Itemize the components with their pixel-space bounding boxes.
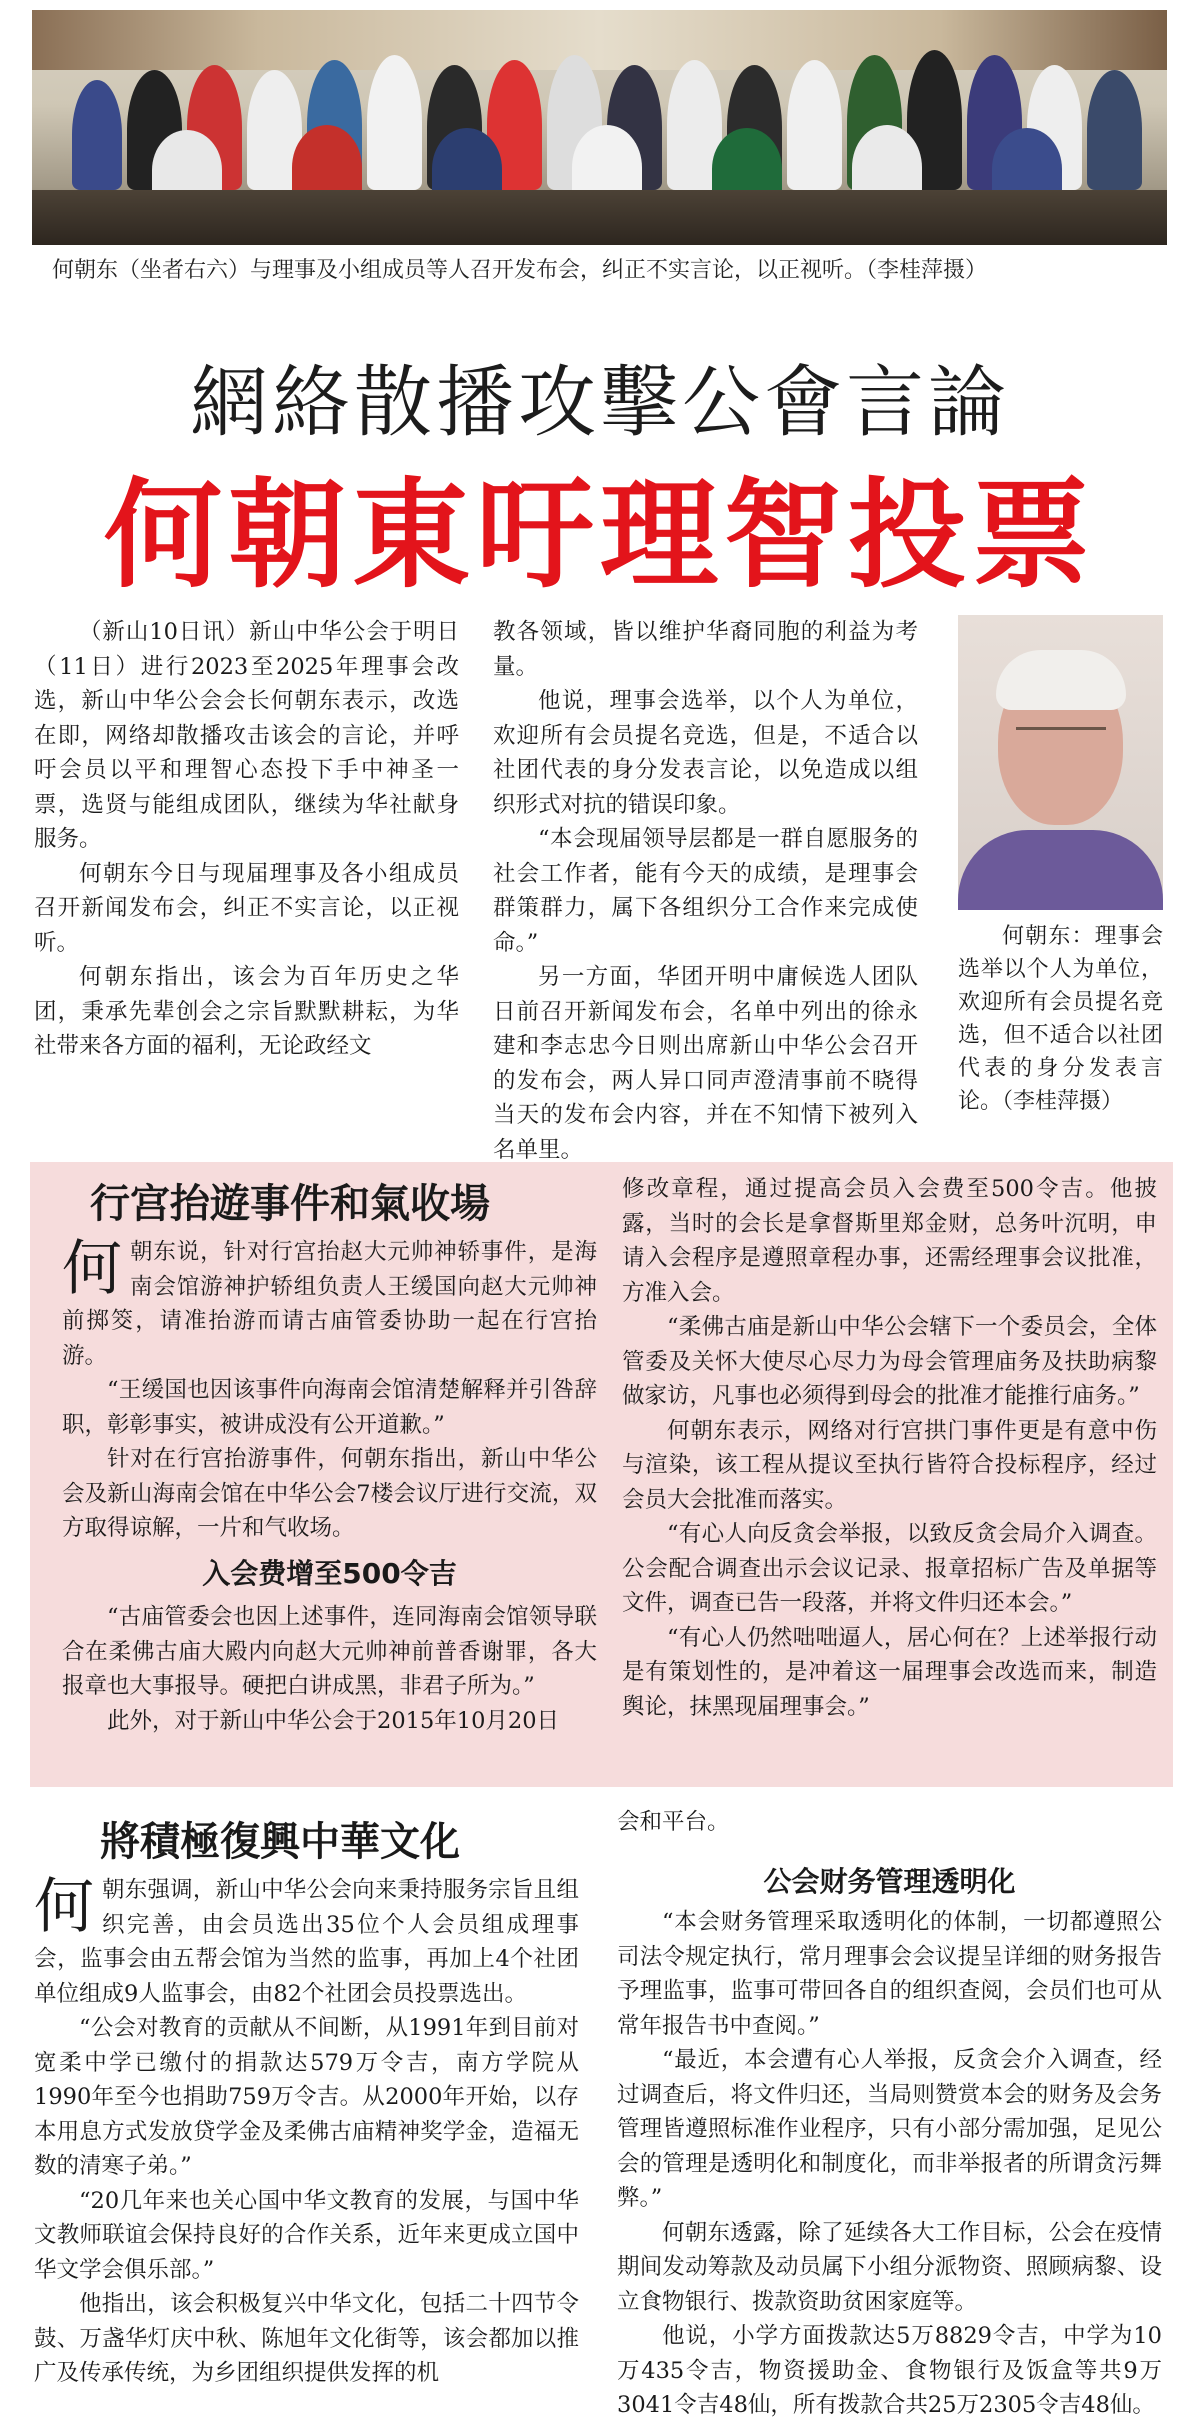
paragraph: 教各领域，皆以维护华裔同胞的利益为考量。	[493, 619, 918, 680]
group-photo	[32, 10, 1167, 245]
paragraph: “本会现届领导层都是一群自愿服务的社会工作者，能有今天的成绩，是理事会群策群力，属下各组织分工合作来完成使命。”	[493, 826, 918, 956]
paragraph: “有心人向反贪会举报，以致反贪会局介入调查。公会配合调查出示会议记录、报章招标广告及单据等文件，调查已告一段落，并将文件归还本会。”	[622, 1521, 1157, 1616]
paragraph: “柔佛古庙是新山中华公会辖下一个委员会，全体管委及关怀大使尽心尽力为母会管理庙务及扶助病黎做家访，凡事也必须得到母会的批准才能推行庙务。”	[622, 1314, 1157, 1409]
paragraph: 此外，对于新山中华公会于2015年10月20日	[107, 1707, 560, 1734]
paragraph: 朝东说，针对行宫抬赵大元帅神轿事件，是海南会馆游神护轿组负责人王缓国向赵大元帅神前掷筊，请准抬游而请古庙管委协助一起在行宫抬游。	[62, 1239, 597, 1369]
paragraph: 他说，小学方面拨款达5万8829令吉，中学为10万435令吉，物资援助金、食物银行及饭盒等共9万3041令吉48仙，所有拨款合共25万2305令吉48仙。	[617, 2323, 1162, 2418]
portrait-caption: 何朝东：理事会选举以个人为单位，欢迎所有会员提名竞选，但不适合以社团代表的身分发表言论。（李桂萍摄）	[958, 924, 1163, 1114]
paragraph: “公会对教育的贡献从不间断，从1991年到目前对宽柔中学已缴付的捐款达579万令吉，南方学院从1990年至今也捐助759万令吉。从2000年开始，以存本用息方式发放贷学金及柔佛古庙精神奖学金，造福无数的清寒子弟。”	[34, 2015, 579, 2179]
paragraph: 他指出，该会积极复兴中华文化，包括二十四节令鼓、万盏华灯庆中秋、陈旭年文化街等，该会都加以推广及传承传统，为乡团组织提供发挥的机	[34, 2291, 579, 2386]
paragraph: “王缓国也因该事件向海南会馆清楚解释并引咎辞职，彰彰事实，被讲成没有公开道歉。”	[62, 1377, 597, 1438]
section-subhead: 入会费增至500令吉	[202, 1557, 457, 1590]
section-subhead: 公会财务管理透明化	[763, 1865, 1016, 1898]
paragraph: “古庙管委会也因上述事件，连同海南会馆领导联合在柔佛古庙大殿内向赵大元帅神前普香谢罪，各大报章也大事报导。硬把白讲成黑，非君子所为。”	[62, 1604, 597, 1699]
paragraph: 何朝东指出，该会为百年历史之华团，秉承先辈创会之宗旨默默耕耘，为华社带来各方面的福利，无论政经文	[34, 964, 459, 1059]
paragraph: “本会财务管理采取透明化的体制，一切都遵照公司法令规定执行，常月理事会会议提呈详细的财务报告予理监事，监事可带回各自的组织查阅，会员们也可从常年报告书中查阅。”	[617, 1909, 1162, 2039]
paragraph: “20几年来也关心国中华文教育的发展，与国中华文教师联谊会保持良好的合作关系，近年来更成立国中华文学会俱乐部。”	[34, 2187, 579, 2283]
paragraph: “最近，本会遭有心人举报，反贪会介入调查，经过调查后，将文件归还，当局则赞赏本会的财务及会务管理皆遵照标准作业程序，只有小部分需加强，足见公会的管理是透明化和制度化，而非举报者的所谓贪污舞弊。”	[617, 2047, 1162, 2211]
paragraph: （新山10日讯）新山中华公会于明日（11日）进行2023至2025年理事会改选，新山中华公会会长何朝东表示，改选在即，网络却散播攻击该会的言论，并呼吁会员以平和理智心态投下手中神圣一票，选贤与能组成团队，继续为华社献身服务。	[34, 619, 459, 852]
paragraph: 何朝东透露，除了延续各大工作目标，公会在疫情期间发动筹款及动员属下小组分派物资、照顾病黎、设立食物银行、拨款资助贫困家庭等。	[617, 2219, 1162, 2315]
section3-column-2	[617, 1905, 1162, 2423]
portrait-photo	[958, 615, 1163, 910]
drop-cap: 何	[62, 1234, 122, 1304]
article-column-2	[493, 615, 918, 1167]
section2-column-1	[62, 1235, 597, 1546]
section-title: 行宫抬遊事件和氣收場	[90, 1181, 490, 1227]
paragraph: 针对在行宫抬游事件，何朝东指出，新山中华公会及新山海南会馆在中华公会7楼会议厅进行交流，双方取得谅解，一片和气收场。	[62, 1446, 597, 1541]
paragraph: 修改章程，通过提高会员入会费至500令吉。他披露，当时的会长是拿督斯里郑金财，总务叶沉明，申请入会程序是遵照章程办事，还需经理事会议批准，方准入会。	[622, 1176, 1157, 1306]
section-title: 將積極復興中華文化	[100, 1819, 460, 1865]
section2-column-2	[622, 1172, 1157, 1724]
paragraph: 何朝东今日与现届理事及各小组成员召开新闻发布会，纠正不实言论，以正视听。	[34, 860, 459, 956]
paragraph: “有心人仍然咄咄逼人，居心何在？上述举报行动是有策划性的，是冲着这一届理事会改选而来，制造舆论，抹黑现届理事会。”	[622, 1624, 1157, 1720]
paragraph: 朝东强调，新山中华公会向来秉持服务宗旨且组织完善，由会员选出35位个人会员组成理事会，监事会由五帮会馆为当然的监事，再加上4个社团单位组成9人监事会，由82个社团会员投票选出。	[34, 1877, 579, 2007]
photo-caption: 何朝东（坐者右六）与理事及小组成员等人召开发布会，纠正不实言论，以正视听。（李桂萍摄）	[52, 258, 988, 283]
section3-column-2-lead: 会和平台。	[617, 1809, 730, 1835]
paragraph: 何朝东表示，网络对行宫拱门事件更是有意中伤与渲染，该工程从提议至执行皆符合投标程序，经过会员大会批准而落实。	[622, 1417, 1157, 1513]
drop-cap: 何	[34, 1872, 94, 1942]
article-column-1	[34, 615, 459, 1064]
main-headline: 何朝東吁理智投票	[103, 466, 1096, 604]
paragraph: 另一方面，华团开明中庸候选人团队日前召开新闻发布会，名单中列出的徐永建和李志忠今日则出席新山中华公会召开的发布会，两人异口同声澄清事前不晓得当天的发布会内容，并在不知情下被列入名单里。	[493, 964, 918, 1163]
section3-column-1	[34, 1873, 579, 2391]
sub-headline: 網絡散播攻擊公會言論	[189, 358, 1010, 448]
paragraph: 他说，理事会选举，以个人为单位，欢迎所有会员提名竞选，但是，不适合以社团代表的身分发表言论，以免造成以组织形式对抗的错误印象。	[493, 688, 918, 818]
section2-column-1b	[62, 1600, 597, 1738]
